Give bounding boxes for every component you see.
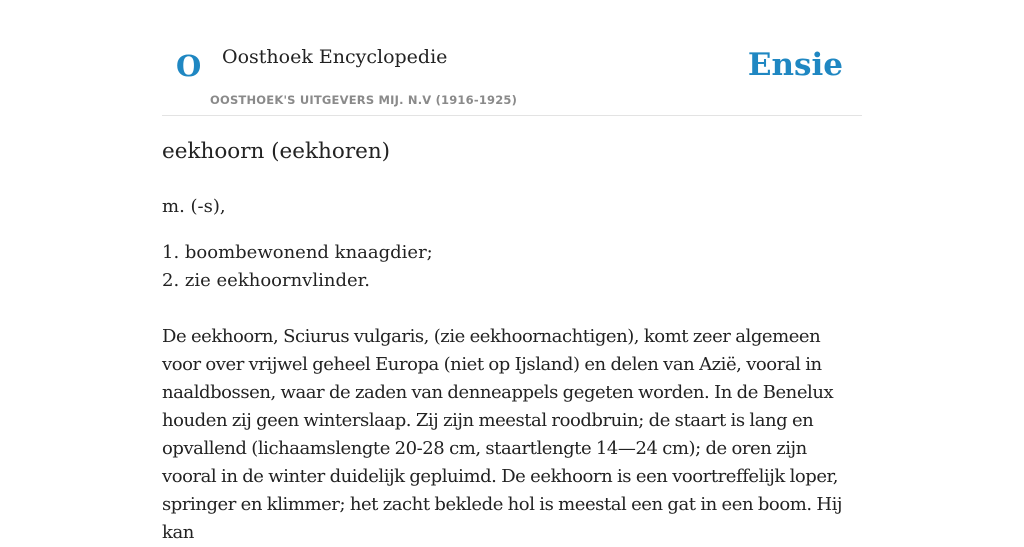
ensie-logo-link[interactable]: Ensie	[747, 47, 843, 83]
definition-item: 1. boombewonend knaagdier;	[162, 242, 433, 263]
entry-title: eekhoorn (eekhoren)	[162, 139, 391, 164]
page	[162, 0, 862, 543]
source-letter-icon: O	[176, 49, 202, 83]
entry-body-text: De eekhoorn, Sciurus vulgaris, (zie eekhoornachtigen), komt zeer algemeen voor over vrijwel geheel Europa (niet op Ijsland) en delen van Azië, vooral in naaldbossen, waar de zaden van denneappels gegeten worden. In de Benelux houden zij geen winterslaap. Zij zijn meestal roodbruin; de staart is lang en opvallend (lichaamslengte 20-28 cm, staartlengte 14—24 cm); de oren zijn vooral in de winter duidelijk gepluimd. De eekhoorn is een voortreffelijk loper, springer en klimmer; het zacht beklede hol is meestal een gat in een boom. Hij kan	[162, 326, 843, 543]
source-publisher: OOSTHOEK'S UITGEVERS MIJ. N.V (1916-1925)	[210, 93, 518, 107]
source-title-link[interactable]: Oosthoek Encyclopedie	[222, 46, 448, 68]
source-header	[162, 0, 862, 116]
definition-list	[162, 239, 433, 295]
entry-grammar: m. (-s),	[162, 196, 226, 217]
definition-item: 2. zie eekhoornvlinder.	[162, 270, 370, 291]
